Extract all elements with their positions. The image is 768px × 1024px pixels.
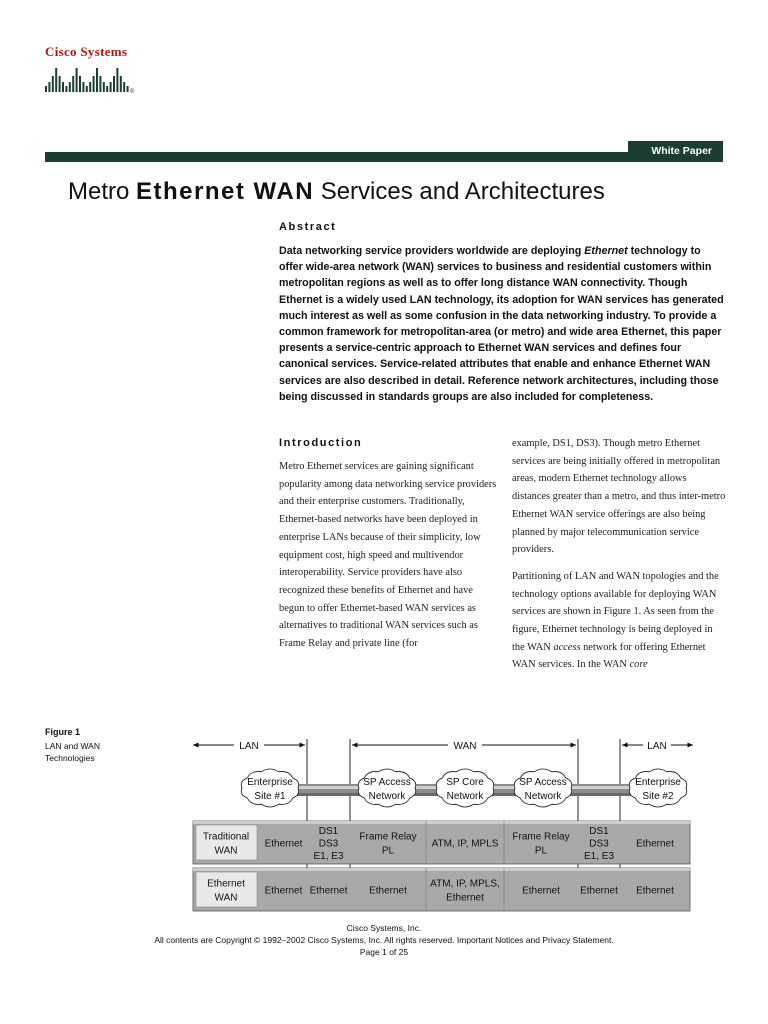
footer-copyright: All contents are Copyright © 1992–2002 Cisco Systems, Inc. All rights reserved. Important Notices and Privacy Statement. [154, 935, 614, 945]
document-type-badge: White Paper [651, 145, 712, 157]
cloud-label: Enterprise [635, 777, 681, 788]
row-label: Ethernet [207, 878, 245, 890]
cisco-bridge-logo [45, 60, 137, 94]
table-cell: Ethernet [264, 885, 303, 897]
intro-column-1 [279, 458, 499, 653]
cloud-label: Network [446, 791, 484, 802]
page-title [68, 178, 605, 206]
abstract-emphasis: Ethernet [584, 245, 628, 257]
cloud-label: Site #2 [642, 791, 674, 802]
span-label-lan-left: LAN [239, 741, 259, 752]
figure-caption: LAN and WAN Technologies [45, 741, 100, 763]
span-label-lan-right: LAN [647, 741, 667, 752]
table-cell: DS1 [589, 826, 609, 837]
lan-wan-diagram [0, 725, 768, 920]
cloud-label: SP Access [519, 777, 567, 788]
span-label-wan: WAN [453, 741, 477, 752]
intro-paragraph-3: Partitioning of LAN and WAN topologies and the technology options available for deploying WAN services are shown in Figure 1. As seen from the figure, Ethernet technology is being deployed in the WAN access network for offering Ethernet WAN services. In the WAN core [512, 570, 719, 671]
table-cell: Ethernet [580, 885, 618, 897]
table-cell: E1, E3 [313, 851, 344, 862]
header-band [45, 152, 723, 162]
footer-company: Cisco Systems, Inc. [346, 923, 422, 933]
table-cell: E1, E3 [583, 851, 615, 862]
title-prefix: Metro [68, 178, 137, 205]
title-emphasis: Ethernet WAN [136, 178, 315, 205]
table-cell: DS3 [318, 838, 339, 850]
table-cell: PL [381, 845, 395, 857]
table-cell: Ethernet [369, 885, 407, 897]
table-cell: ATM, IP, MPLS [431, 838, 499, 850]
table-cell: Ethernet [636, 885, 674, 897]
cloud-label: Enterprise [247, 777, 293, 788]
row-label: WAN [214, 892, 238, 904]
abstract-heading: Abstract [279, 221, 337, 233]
table-cell: Ethernet [446, 892, 484, 904]
table-row-ethernet-wan [193, 868, 690, 911]
registered-mark: ® [130, 89, 135, 94]
table-cell: Ethernet [636, 838, 674, 850]
title-suffix: Services and Architectures [314, 178, 605, 205]
cloud-label: SP Core [446, 777, 484, 788]
table-cell: DS1 [318, 826, 339, 837]
row-label: WAN [214, 845, 238, 857]
intro-paragraph-1: Metro Ethernet services are gaining significant popularity among data networking service providers and their enterprise customers. Traditionally, Ethernet-based networks have been deployed in enterprise LANs because of their simplicity, low equipment cost, high speed and multivendor interoperability. Service providers have also recognized these benefits of Ethernet and have begun to offer Ethernet-based WAN services as alternatives to traditional WAN services such as Frame Relay and private line (for [279, 461, 497, 650]
cloud-label: Network [368, 791, 406, 802]
cloud-label: Network [524, 791, 562, 802]
logo-wordmark: Cisco Systems [45, 44, 128, 59]
page-footer [0, 922, 768, 958]
abstract-body: Data networking service providers worldwide are deploying Ethernet technology to offer wide-area network (WAN) services to business and residential customers within metropolitan regions as well as to offer long distance WAN connectivity. Though Ethernet is a widely used LAN technology, its adoption for WAN services has generated much interest as well as some confusion in the data networking industry. To provide a common framework for metropolitan-area (or metro) and wide area Ethernet, this paper presents a service-centric approach to Ethernet WAN services and defines four canonical services. Service-related attributes that enable and enhance Ethernet WAN services are also described in detail. Reference network architectures, including those being discussed in standards groups are also included for completeness. [279, 245, 724, 403]
intro-paragraph-2: example, DS1, DS3). Though metro Ethernet services are being initially offered in metropolitan areas, modern Ethernet technology allows distances greater than a metro, and thus inter-metro Ethernet WAN service offerings are also being planned by major telecommunication service providers. [512, 438, 726, 556]
footer-page-number: Page 1 of 25 [359, 947, 409, 957]
table-cell: PL [534, 845, 548, 857]
cloud-label: SP Access [363, 777, 411, 788]
figure-label: Figure 1 [45, 727, 81, 737]
row-label: Traditional [202, 831, 250, 843]
table-cell: DS3 [589, 838, 609, 850]
cloud-label: Site #1 [254, 791, 286, 802]
table-cell: Frame Relay [512, 831, 570, 843]
introduction-heading: Introduction [279, 437, 363, 449]
table-cell: Ethernet [309, 885, 348, 897]
table-cell: Ethernet [522, 885, 560, 897]
table-cell: ATM, IP, MPLS, [430, 878, 500, 890]
table-row-traditional-wan [193, 821, 690, 864]
intro-column-2 [512, 435, 727, 674]
table-cell: Ethernet [264, 838, 303, 850]
table-cell: Frame Relay [359, 831, 417, 843]
